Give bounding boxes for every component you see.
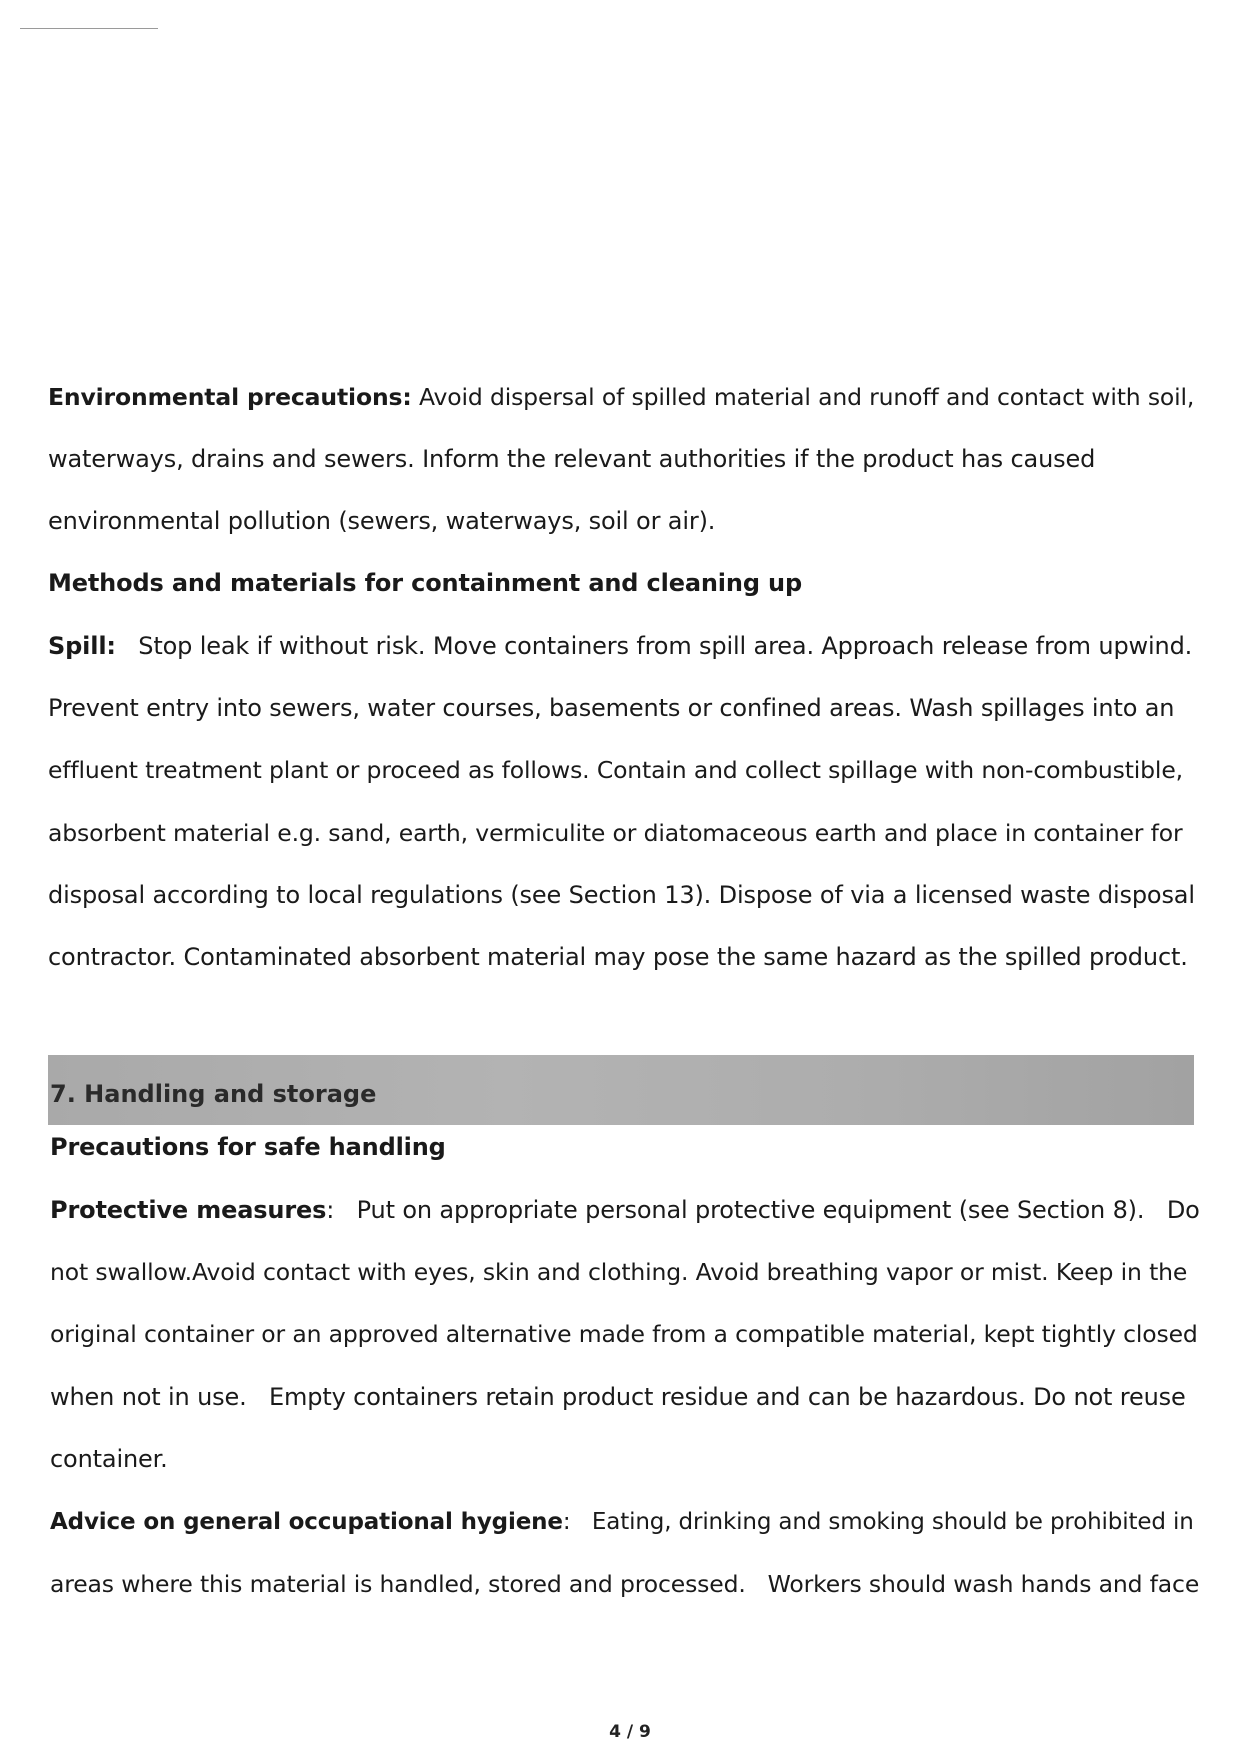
spill-line-4: absorbent material e.g. sand, earth, vermiculite or diatomaceous earth and place in container for — [48, 819, 1183, 847]
env-label: Environmental precautions: — [48, 383, 412, 411]
protective-line-1 — [50, 1195, 1200, 1225]
spill-line-5: disposal according to local regulations (see Section 13). Dispose of via a licensed waste disposal — [48, 881, 1195, 909]
spill-line-3: effluent treatment plant or proceed as follows. Contain and collect spillage with non-combustible, — [48, 756, 1183, 784]
env-text-1: Avoid dispersal of spilled material and runoff and contact with soil, — [411, 383, 1195, 411]
protective-label: Protective measures — [50, 1196, 327, 1224]
top-rule — [20, 28, 158, 29]
spill-line-2: Prevent entry into sewers, water courses, basements or confined areas. Wash spillages into an — [48, 694, 1175, 722]
env-line-3: environmental pollution (sewers, waterways, soil or air). — [48, 507, 716, 535]
spill-label: Spill: — [48, 632, 116, 660]
protective-line-4: when not in use. Empty containers retain product residue and can be hazardous. Do not reuse — [50, 1383, 1186, 1411]
protective-text-1: : Put on appropriate personal protective equipment (see Section 8). Do — [326, 1196, 1200, 1224]
precautions-heading: Precautions for safe handling — [50, 1133, 446, 1161]
spill-line-6: contractor. Contaminated absorbent material may pose the same hazard as the spilled product. — [48, 943, 1188, 971]
env-line-1 — [48, 382, 1194, 412]
spill-text-1: Stop leak if without risk. Move containers from spill area. Approach release from upwind. — [115, 632, 1193, 660]
spill-line-1 — [48, 631, 1192, 661]
protective-line-3: original container or an approved alternative made from a compatible material, kept tightly closed — [50, 1320, 1198, 1348]
protective-line-2: not swallow.Avoid contact with eyes, skin and clothing. Avoid breathing vapor or mist. Keep in the — [50, 1258, 1188, 1286]
page-number: 4 / 9 — [609, 1722, 651, 1742]
hygiene-line-2: areas where this material is handled, stored and processed. Workers should wash hands and face — [50, 1570, 1200, 1598]
hygiene-text-1: : Eating, drinking and smoking should be prohibited in — [562, 1509, 1194, 1535]
section-title: 7. Handling and storage — [50, 1080, 377, 1108]
hygiene-label: Advice on general occupational hygiene — [50, 1509, 563, 1535]
hygiene-line-1 — [50, 1507, 1194, 1537]
env-line-2: waterways, drains and sewers. Inform the relevant authorities if the product has caused — [48, 445, 1096, 473]
methods-heading: Methods and materials for containment and cleaning up — [48, 569, 803, 597]
protective-line-5: container. — [50, 1445, 168, 1473]
